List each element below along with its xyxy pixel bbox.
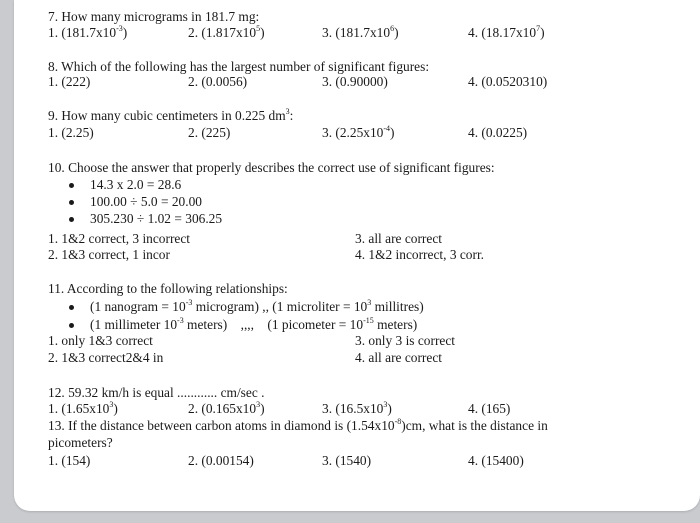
q11-option-2: 2. 1&3 correct2&4 in — [48, 350, 164, 365]
q9-option-2: 2. (225) — [188, 125, 231, 140]
q12-option-1: 1. $(1.65x10^3)$ — [48, 399, 118, 416]
q8-option-4: 4. (0.0520310) — [468, 74, 548, 89]
q11-options-row-2 — [48, 350, 668, 365]
q8-option-2: 2. (0.0056) — [188, 74, 248, 89]
q13-option-2: 2. (0.00154) — [188, 453, 254, 468]
q12-option-3: 3. $(16.5x10^3)$ — [322, 399, 392, 416]
q10-options-row-2 — [48, 247, 668, 262]
worksheet-page — [14, 0, 700, 511]
question-9: 9. How many cubic centimeters in 0.225 $dm^3$: — [48, 106, 294, 123]
q10-option-3: 3. all are correct — [355, 231, 442, 246]
q10-statement-1: 14.3 x 2.0 = 28.6 — [90, 177, 182, 192]
question-12: 12. 59.32 km/h is equal ............ cm/sec . — [48, 385, 265, 400]
q10-statement-2: 100.00 ÷ 5.0 = 20.00 — [90, 194, 202, 209]
q12-options — [48, 401, 668, 416]
question-11: 11. According to the following relationships: — [48, 281, 288, 296]
question-7: 7. How many micrograms in 181.7 mg: — [48, 9, 260, 24]
question-10: 10. Choose the answer that properly describes the correct use of significant figures: — [48, 160, 495, 175]
q11-options-row-1 — [48, 333, 668, 348]
q11-relationship-2: (1 millimeter $10^{-3}$ meters) ,,,, (1 picometer = $10^{-15}$ meters) — [90, 315, 418, 332]
q13-option-1: 1. (154) — [48, 453, 91, 468]
question-8: 8. Which of the following has the largest number of significant figures: — [48, 59, 430, 74]
q9-options — [48, 125, 668, 140]
q9-option-1: 1. (2.25) — [48, 125, 94, 140]
q10-option-1: 1. 1&2 correct, 3 incorrect — [48, 231, 191, 246]
q11-relationship-1: (1 nanogram = $10^{-3}$ microgram) ,, (1 microliter = $10^3$ millitres) — [90, 297, 424, 314]
q8-option-1: 1. (222) — [48, 74, 91, 89]
q11-option-3: 3. only 3 is correct — [355, 333, 456, 348]
q13-options — [48, 453, 668, 468]
q10-option-4: 4. 1&2 incorrect, 3 corr. — [355, 247, 485, 262]
q12-option-4: 4. (165) — [468, 401, 511, 416]
q8-option-3: 3. (0.90000) — [322, 74, 388, 89]
q10-option-2: 2. 1&3 correct, 1 incor — [48, 247, 170, 262]
q7-option-4: 4. $(18.17x10^7)$ — [468, 23, 545, 40]
q8-options — [48, 74, 668, 89]
q13-option-3: 3. (1540) — [322, 453, 372, 468]
bullet-dot — [69, 305, 74, 310]
q12-option-2: 2. $(0.165x10^3)$ — [188, 399, 265, 416]
bullet-dot — [69, 200, 74, 205]
bullet-dot — [69, 183, 74, 188]
bullet-dot — [69, 323, 74, 328]
q7-options — [48, 25, 668, 40]
q7-option-3: 3. $(181.7x10^6)$ — [322, 23, 399, 40]
question-13-continued: picometers? — [48, 435, 113, 450]
q10-options-row-1 — [48, 231, 668, 246]
q9-option-3: 3. $(2.25x10^{-4})$ — [322, 123, 395, 140]
q7-option-1: 1. $(181.7x10^{-3})$ — [48, 23, 128, 40]
question-13: 13. If the distance between carbon atoms in diamond is $(1.54x10^{-8})cm$, what is the distance in — [48, 416, 548, 433]
q10-statement-3: 305.230 ÷ 1.02 = 306.25 — [90, 211, 223, 226]
q7-option-2: 2. $(1.817x10^5)$ — [188, 23, 265, 40]
q9-option-4: 4. (0.0225) — [468, 125, 528, 140]
q13-option-4: 4. (15400) — [468, 453, 524, 468]
q11-option-1: 1. only 1&3 correct — [48, 333, 153, 348]
bullet-dot — [69, 217, 74, 222]
q11-option-4: 4. all are correct — [355, 350, 442, 365]
